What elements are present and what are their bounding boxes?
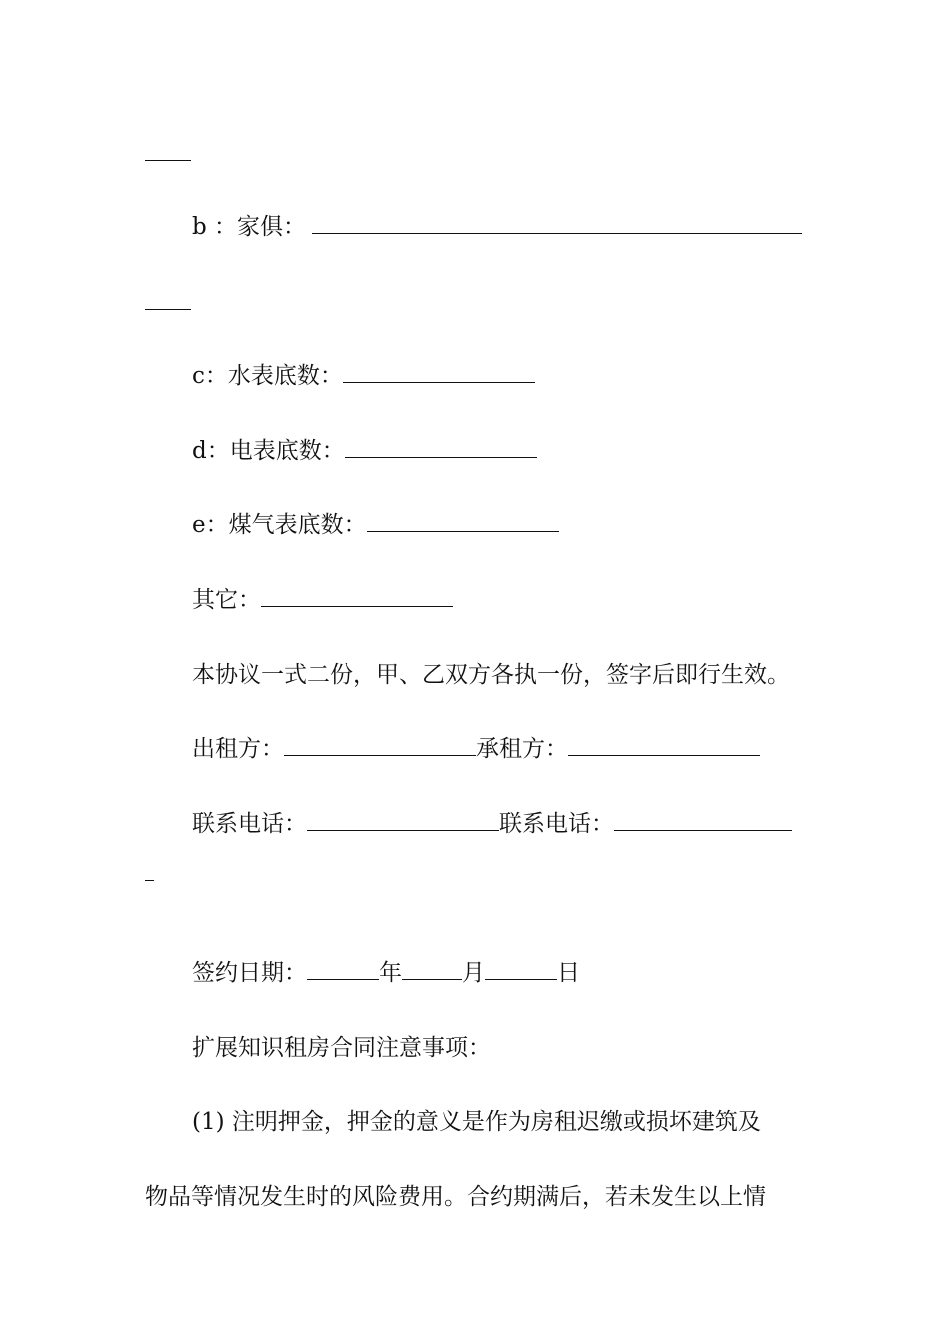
agreement-text: 本协议一式二份，甲、乙双方各执一份，签字后即行生效。 [192,662,790,688]
lessor-phone-blank [307,810,499,831]
note-item-1-line-2: 物品等情况发生时的风险费用。合约期满后，若未发生以上情 [145,1184,766,1210]
electric-meter-row [192,436,537,466]
other-label: 其它： [192,587,261,613]
lessee-phone-label: 联系电话： [499,811,614,837]
year-unit: 年 [379,960,402,986]
signature-row [192,734,760,764]
wrapped-blank-line [145,160,191,161]
lessee-blank [568,735,760,756]
signing-date-row [192,958,580,988]
month-unit: 月 [462,960,485,986]
lessor-label: 出租方： [192,736,284,762]
electric-meter-blank [345,437,537,458]
other-blank [261,586,453,607]
furniture-blank [312,213,802,234]
lessee-phone-blank [614,810,792,831]
wrapped-blank-line [145,309,191,310]
electric-meter-label: d：电表底数： [192,438,345,464]
day-unit: 日 [557,960,580,986]
water-meter-label: c：水表底数： [192,363,343,389]
lessor-blank [284,735,476,756]
furniture-label: b ：家俱： [192,214,307,240]
signing-date-label: 签约日期： [192,960,307,986]
gas-meter-row [192,510,559,540]
water-meter-blank [343,362,535,383]
other-row [192,585,453,615]
lessor-phone-label: 联系电话： [192,811,307,837]
phone-row [192,809,792,839]
day-blank [485,959,557,980]
wrapped-blank-line [145,880,154,881]
gas-meter-blank [367,511,559,532]
month-blank [402,959,462,980]
notes-heading: 扩展知识租房合同注意事项： [192,1035,491,1061]
gas-meter-label: e：煤气表底数： [192,512,367,538]
water-meter-row [192,361,535,391]
year-blank [307,959,379,980]
lessee-label: 承租方： [476,736,568,762]
note-item-1-line-1: (1) 注明押金，押金的意义是作为房租迟缴或损坏建筑及 [192,1109,761,1135]
furniture-row [192,212,802,242]
